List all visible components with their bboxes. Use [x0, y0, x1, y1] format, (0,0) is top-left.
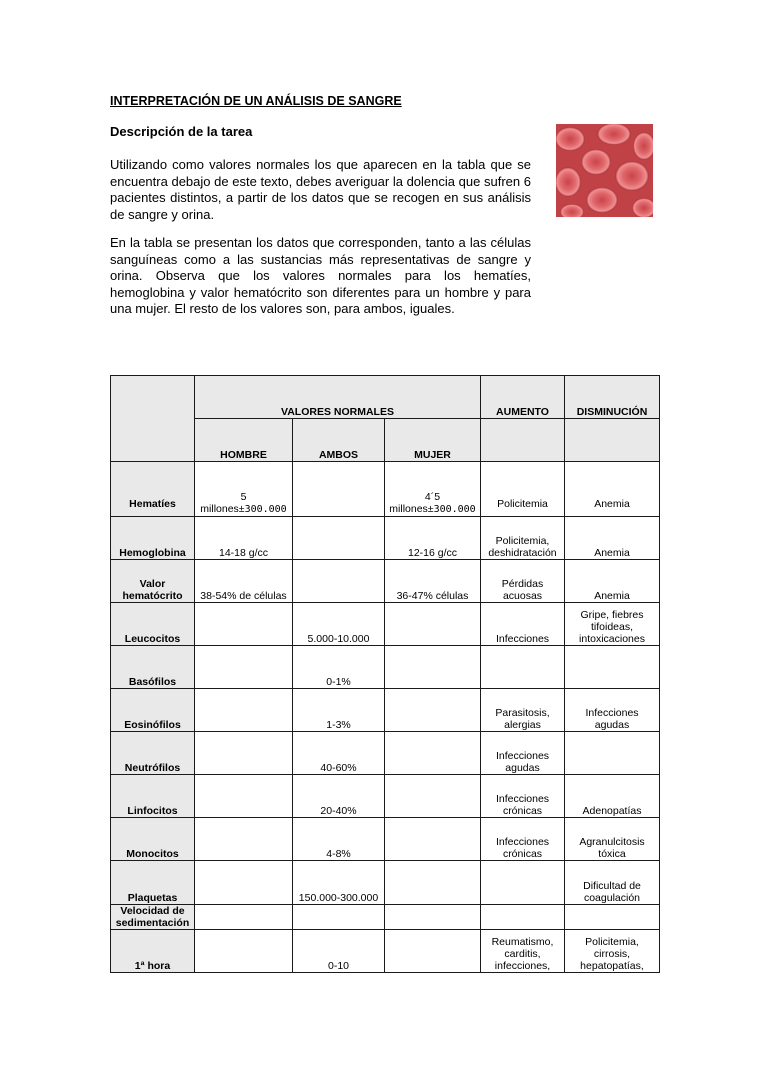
table-row: [111, 905, 660, 930]
cell-primera-hora-aumento: Reumatismo, carditis, infecciones,: [481, 930, 565, 973]
cell-plaquetas-mujer: [385, 861, 481, 905]
header-empty-disminucion: [565, 419, 660, 462]
cell-monocitos-hombre: [195, 818, 293, 861]
cell-plaquetas-aumento: [481, 861, 565, 905]
cell-plaquetas-ambos: 150.000-300.000: [293, 861, 385, 905]
table-row: [111, 818, 660, 861]
cell-basofilos-disminucion: [565, 646, 660, 689]
cell-linfocitos-aumento: Infecciones crónicas: [481, 775, 565, 818]
row-label-monocitos: Monocitos: [111, 818, 195, 861]
table-row: [111, 861, 660, 905]
cell-velocidad-mujer: [385, 905, 481, 930]
cell-primera-hora-disminucion: Policitemia, cirrosis, hepatopatías,: [565, 930, 660, 973]
cell-hemoglobina-aumento: Policitemia, deshidratación: [481, 517, 565, 560]
cell-hematocrito-ambos: [293, 560, 385, 603]
cell-eosinofilos-aumento: Parasitosis, alergias: [481, 689, 565, 732]
table-row: [111, 560, 660, 603]
cell-velocidad-ambos: [293, 905, 385, 930]
table-row: [111, 517, 660, 560]
page-title: INTERPRETACIÓN DE UN ANÁLISIS DE SANGRE: [110, 94, 402, 108]
hematies-hombre-unit: millones±: [200, 503, 245, 515]
hematies-hombre-value: 5: [240, 491, 247, 503]
hematies-hombre-range: 300.000: [244, 504, 287, 515]
cell-monocitos-disminucion: Agranulcitosis tóxica: [565, 818, 660, 861]
cell-hematies-ambos: [293, 462, 385, 517]
cell-neutrofilos-aumento: Infecciones agudas: [481, 732, 565, 775]
cell-linfocitos-ambos: 20-40%: [293, 775, 385, 818]
cell-eosinofilos-ambos: 1-3%: [293, 689, 385, 732]
red-blood-cells-image: [556, 124, 653, 217]
row-label-plaquetas: Plaquetas: [111, 861, 195, 905]
cell-hematies-mujer: [385, 462, 481, 517]
cell-leucocitos-aumento: Infecciones: [481, 603, 565, 646]
cell-monocitos-aumento: Infecciones crónicas: [481, 818, 565, 861]
header-mujer: MUJER: [385, 419, 481, 462]
cell-plaquetas-hombre: [195, 861, 293, 905]
cell-eosinofilos-hombre: [195, 689, 293, 732]
cell-hematies-disminucion: Anemia: [565, 462, 660, 517]
hematies-mujer-value: 4´5: [424, 491, 441, 503]
cell-plaquetas-disminucion: Dificultad de coagulación: [565, 861, 660, 905]
section-heading: Descripción de la tarea: [110, 124, 253, 139]
header-ambos: AMBOS: [293, 419, 385, 462]
cell-hematies-aumento: Policitemia: [481, 462, 565, 517]
cell-neutrofilos-ambos: 40-60%: [293, 732, 385, 775]
row-label-primera-hora: 1ª hora: [111, 930, 195, 973]
cell-neutrofilos-mujer: [385, 732, 481, 775]
row-label-hematocrito: Valor hematócrito: [111, 560, 195, 603]
table-row: [111, 462, 660, 517]
blood-values-table: [110, 375, 660, 973]
cell-leucocitos-disminucion: Gripe, fiebres tifoideas, intoxicaciones: [565, 603, 660, 646]
table-row: [111, 646, 660, 689]
cell-hematocrito-hombre: 38-54% de células: [195, 560, 293, 603]
row-label-linfocitos: Linfocitos: [111, 775, 195, 818]
row-label-eosinofilos: Eosinófilos: [111, 689, 195, 732]
hematies-mujer-unit: millones±: [389, 503, 434, 515]
row-label-basofilos: Basófilos: [111, 646, 195, 689]
header-valores-normales: VALORES NORMALES: [195, 376, 481, 419]
cell-linfocitos-hombre: [195, 775, 293, 818]
header-empty-cell: [111, 376, 195, 462]
cell-primera-hora-mujer: [385, 930, 481, 973]
cell-linfocitos-disminucion: Adenopatías: [565, 775, 660, 818]
header-disminucion: DISMINUCIÓN: [565, 376, 660, 419]
cell-hematocrito-mujer: 36-47% células: [385, 560, 481, 603]
cell-hemoglobina-ambos: [293, 517, 385, 560]
row-label-leucocitos: Leucocitos: [111, 603, 195, 646]
cell-hemoglobina-mujer: 12-16 g/cc: [385, 517, 481, 560]
cell-eosinofilos-mujer: [385, 689, 481, 732]
cell-leucocitos-hombre: [195, 603, 293, 646]
table-row: [111, 775, 660, 818]
header-hombre: HOMBRE: [195, 419, 293, 462]
cell-hemoglobina-disminucion: Anemia: [565, 517, 660, 560]
cell-basofilos-hombre: [195, 646, 293, 689]
cell-linfocitos-mujer: [385, 775, 481, 818]
row-label-hemoglobina: Hemoglobina: [111, 517, 195, 560]
cell-hematocrito-aumento: Pérdidas acuosas: [481, 560, 565, 603]
cell-eosinofilos-disminucion: Infecciones agudas: [565, 689, 660, 732]
table-row: [111, 732, 660, 775]
cell-neutrofilos-hombre: [195, 732, 293, 775]
cell-hemoglobina-hombre: 14-18 g/cc: [195, 517, 293, 560]
row-label-neutrofilos: Neutrófilos: [111, 732, 195, 775]
cell-monocitos-mujer: [385, 818, 481, 861]
cell-primera-hora-hombre: [195, 930, 293, 973]
cell-velocidad-aumento: [481, 905, 565, 930]
cell-primera-hora-ambos: 0-10: [293, 930, 385, 973]
cell-basofilos-mujer: [385, 646, 481, 689]
table-row: [111, 689, 660, 732]
row-label-velocidad: Velocidad de sedimentación: [111, 905, 195, 930]
header-empty-aumento: [481, 419, 565, 462]
cell-leucocitos-mujer: [385, 603, 481, 646]
cell-basofilos-ambos: 0-1%: [293, 646, 385, 689]
table-row: [111, 930, 660, 973]
cell-hematocrito-disminucion: Anemia: [565, 560, 660, 603]
header-aumento: AUMENTO: [481, 376, 565, 419]
intro-paragraph-1: Utilizando como valores normales los que aparecen en la tabla que se encuentra debajo de este texto, debes averiguar la dolencia que sufren 6 pacientes distintos, a partir de los datos que se recogen en sus análisis de sangre y orina.: [110, 157, 531, 222]
row-label-hematies: Hematíes: [111, 462, 195, 517]
table-header-row: [111, 376, 660, 419]
hematies-mujer-range: 300.000: [433, 504, 476, 515]
cell-leucocitos-ambos: 5.000-10.000: [293, 603, 385, 646]
cell-monocitos-ambos: 4-8%: [293, 818, 385, 861]
cell-velocidad-disminucion: [565, 905, 660, 930]
intro-paragraph-2: En la tabla se presentan los datos que corresponden, tanto a las células sanguíneas como a las sustancias más representativas de sangre y orina. Observa que los valores normales para los hematíes, hemoglobina y valor hematócrito son diferentes para un hombre y para una mujer. El resto de los valores son, para ambos, iguales.: [110, 235, 531, 316]
cell-basofilos-aumento: [481, 646, 565, 689]
cell-velocidad-hombre: [195, 905, 293, 930]
cell-hematies-hombre: [195, 462, 293, 517]
cell-neutrofilos-disminucion: [565, 732, 660, 775]
blood-cells-illustration: [556, 124, 653, 217]
table-row: [111, 603, 660, 646]
